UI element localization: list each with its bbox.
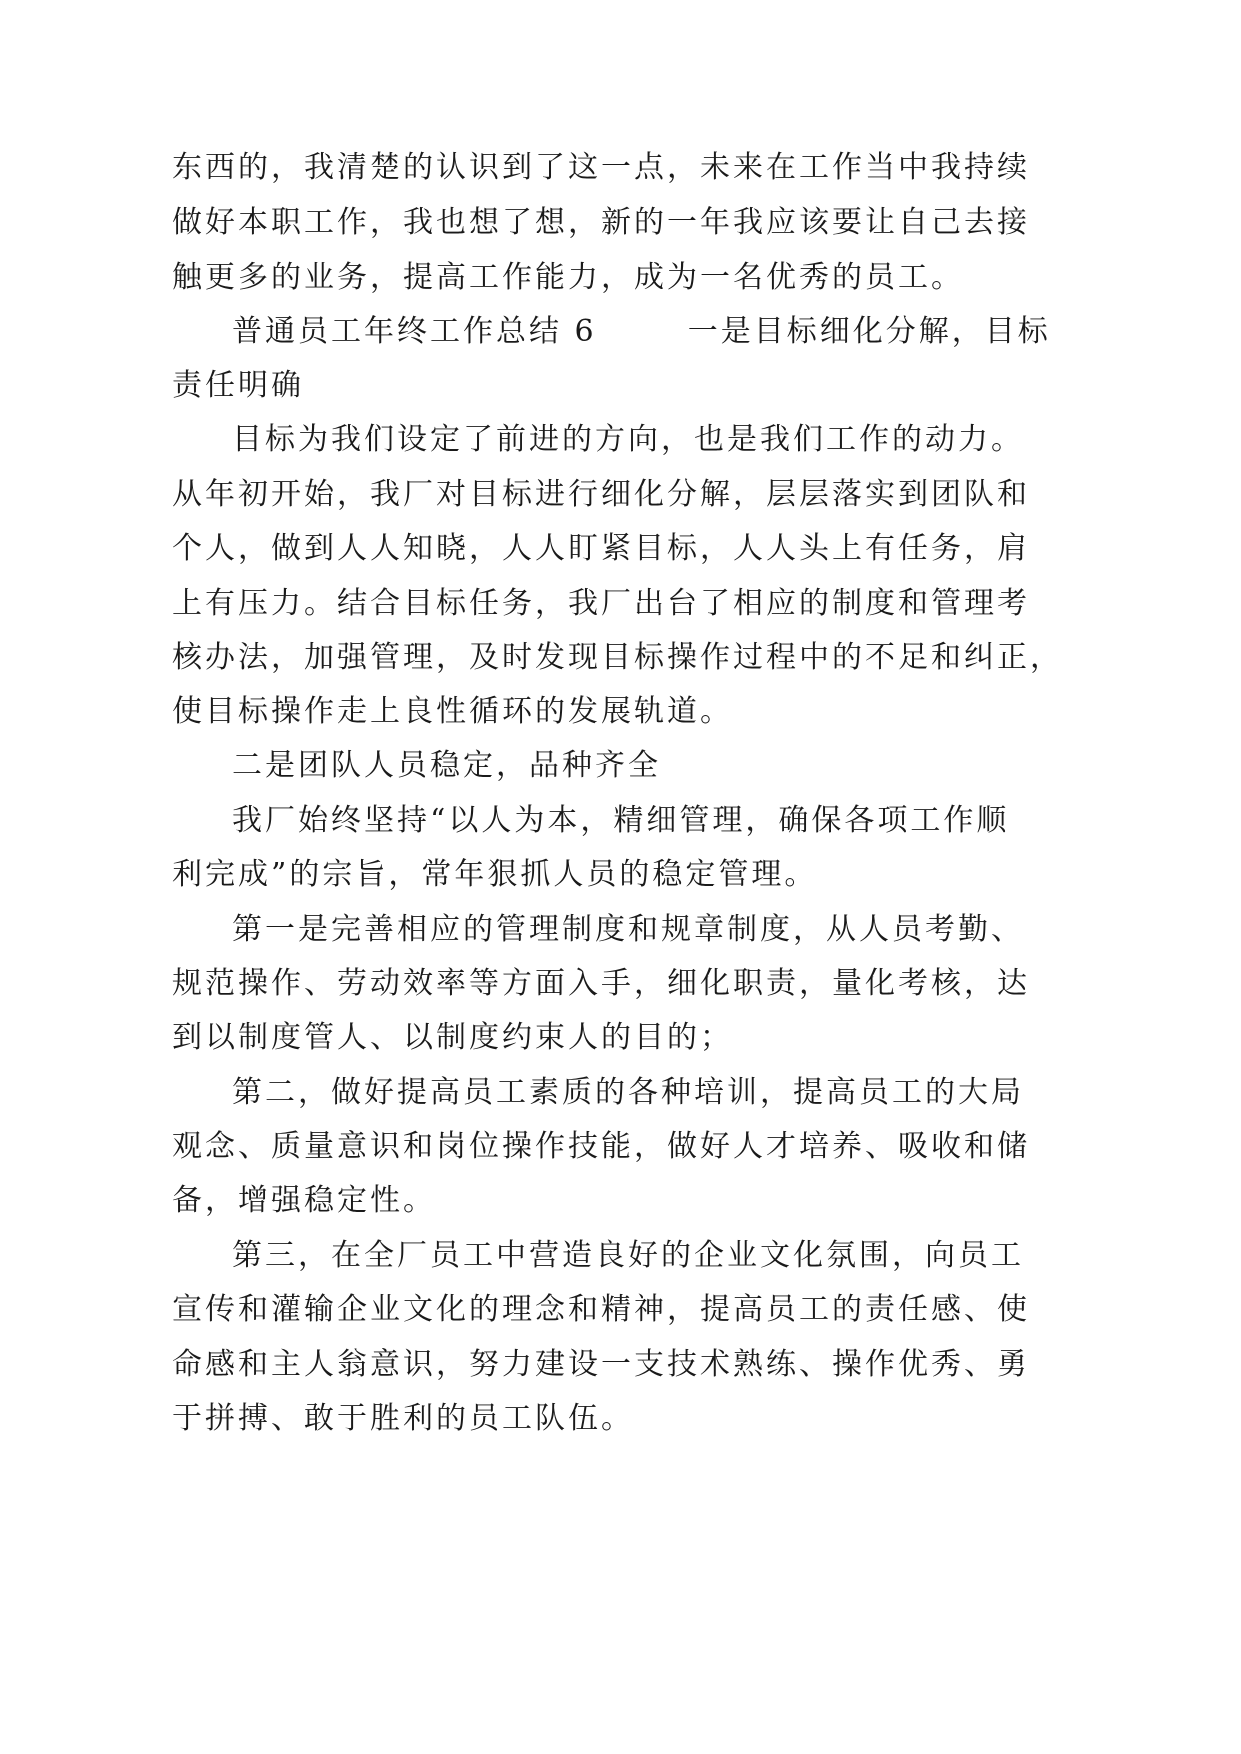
text-line-1: 东西的，我清楚的认识到了这一点，未来在工作当中我持续 xyxy=(172,150,1030,185)
text-line-6: 目标为我们设定了前进的方向，也是我们工作的动力。 xyxy=(232,422,1024,457)
text-line-3: 触更多的业务，提高工作能力，成为一名优秀的员工。 xyxy=(172,260,964,295)
text-line-22: 宣传和灌输企业文化的理念和精神，提高员工的责任感、使 xyxy=(172,1292,1030,1327)
text-line-21: 第三，在全厂员工中营造良好的企业文化氛围，向员工 xyxy=(232,1238,1024,1273)
section-heading: 普通员工年终工作总结 6 一是目标细化分解，目标 xyxy=(232,314,1051,349)
text-line-8: 个人，做到人人知晓，人人盯紧目标，人人头上有任务，肩 xyxy=(172,531,1030,566)
text-line-19: 观念、质量意识和岗位操作技能，做好人才培养、吸收和储 xyxy=(172,1129,1030,1164)
text-line-9: 上有压力。结合目标任务，我厂出台了相应的制度和管理考 xyxy=(172,586,1030,621)
text-line-14: 利完成”的宗旨，常年狠抓人员的稳定管理。 xyxy=(172,857,818,892)
text-line-23: 命感和主人翁意识，努力建设一支技术熟练、操作优秀、勇 xyxy=(172,1347,1030,1382)
subheading-team: 二是团队人员稳定，品种齐全 xyxy=(232,748,661,783)
text-line-17: 到以制度管人、以制度约束人的目的； xyxy=(172,1020,733,1055)
text-line-20: 备，增强稳定性。 xyxy=(172,1183,436,1218)
text-line-2: 做好本职工作，我也想了想，新的一年我应该要让自己去接 xyxy=(172,205,1030,240)
text-line-15: 第一是完善相应的管理制度和规章制度，从人员考勤、 xyxy=(232,912,1024,947)
text-line-11: 使目标操作走上良性循环的发展轨道。 xyxy=(172,694,733,729)
text-line-24: 于拼搏、敢于胜利的员工队伍。 xyxy=(172,1401,634,1436)
text-line-18: 第二，做好提高员工素质的各种培训，提高员工的大局 xyxy=(232,1075,1024,1110)
text-line-16: 规范操作、劳动效率等方面入手，细化职责，量化考核，达 xyxy=(172,966,1030,1001)
text-line-5: 责任明确 xyxy=(172,368,304,403)
text-line-13: 我厂始终坚持“以人为本，精细管理，确保各项工作顺 xyxy=(232,803,1010,838)
text-line-10: 核办法，加强管理，及时发现目标操作过程中的不足和纠正， xyxy=(172,640,1063,675)
text-line-7: 从年初开始，我厂对目标进行细化分解，层层落实到团队和 xyxy=(172,477,1030,512)
